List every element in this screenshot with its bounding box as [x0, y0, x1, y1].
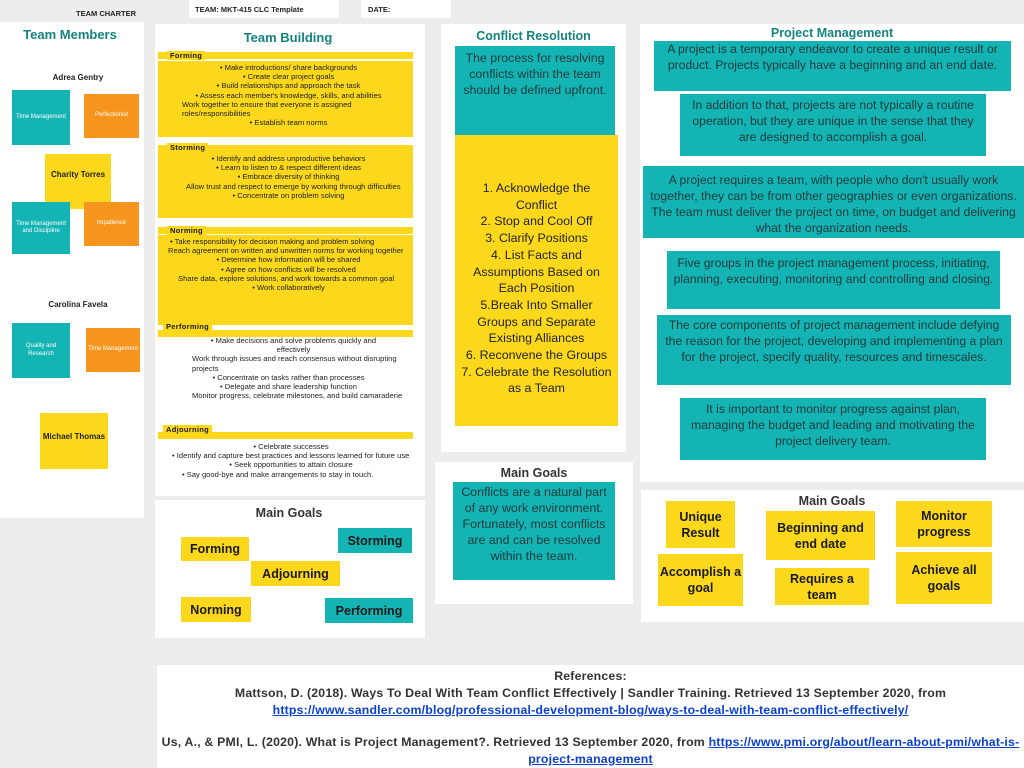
conflict-step-4: 4. List Facts and Assumptions Based on Each Position [473, 247, 600, 296]
conflict-goals-box: Conflicts are a natural part of any work environment. Fortunately, most conflicts are and can be resolved within the team. [453, 482, 615, 580]
forming-label: Forming [167, 51, 205, 60]
references-heading: References: [554, 669, 627, 683]
references-panel [157, 665, 1024, 768]
forming-list: • Make introductions/ share backgrounds • Create clear project goals • Build relationships and approach the task • Assess each member's knowledge, skills, and abilities Work together to ensure that everyone is assigned roles/responsibilities • Establish team norms [158, 61, 413, 137]
tb-goal-norming: Norming [181, 597, 251, 622]
storming-label: Storming [167, 143, 208, 152]
conflict-resolution-panel [441, 24, 626, 452]
reference-2-link[interactable]: https://www.pmi.org/about/learn-about-pmi/what-is-project-management [528, 735, 1020, 766]
conflict-step-6: 6. Reconvene the Groups [465, 348, 608, 363]
pm-goal-requires-team: Requires a team [775, 568, 869, 605]
team-field[interactable] [189, 0, 339, 18]
conflict-step-1: 1. Acknowledge the Conflict [482, 181, 591, 212]
tb-goal-performing: Performing [325, 598, 413, 623]
project-management-panel [640, 24, 1024, 482]
tb-goal-storming: Storming [338, 528, 412, 553]
conflict-steps-box [455, 135, 618, 426]
pm-goal-achieve-all: Achieve all goals [896, 552, 992, 604]
member-2-note [45, 154, 111, 209]
reference-2-text: Us, A., & PMI, L. (2020). What is Project Management?. Retrieved 13 September 2020, from [161, 735, 705, 749]
reference-1 [157, 685, 1024, 719]
adjourning-label: Adjourning [163, 425, 212, 434]
team-label: TEAM: MKT-415 CLC Template [195, 5, 304, 14]
date-label: DATE: [368, 5, 391, 14]
member-2-tag-1: Time Management and Discipline [12, 202, 70, 254]
pm-box-4: Five groups in the project management process, initiating, planning, executing, monitoring and controlling and closing. [667, 251, 1000, 309]
member-name-2: Charity Torres [50, 170, 106, 179]
conflict-step-7: 7. Celebrate the Resolution as a Team [461, 364, 612, 396]
tb-goal-adjourning: Adjourning [251, 561, 340, 586]
pm-goal-beginning-end: Beginning and end date [766, 511, 875, 560]
conflict-goals-heading: Main Goals [500, 466, 568, 480]
pm-box-2: In addition to that, projects are not typically a routine operation, but they are unique in the sense that they are designed to accomplish a goal. [680, 94, 986, 156]
pm-box-5: The core components of project management include defying the reason for the project, developing and implementing a plan for the project, specify quality, resources and timescales. [657, 315, 1011, 385]
adjourning-list: • Celebrate successes • Identify and capture best practices and lessons learned for future use • Seek opportunities to attain closure • Say good-bye and make arrangements to stay in touch. [172, 442, 410, 479]
pm-box-3: A project requires a team, with people who don't usually work together, they can be from other geographies or even organizations. The team must deliver the project on time, on budget and delivering what the organization needs. [643, 166, 1024, 238]
storming-list: • Identify and address unproductive behaviors • Learn to listen to & respect different ideas • Embrace diversity of thinking Allow trust and respect to emerge by working through difficulties • Concentrate on problem solving [158, 152, 413, 218]
conflict-heading: Conflict Resolution [476, 29, 591, 43]
reference-1-text: Mattson, D. (2018). Ways To Deal With Team Conflict Effectively | Sandler Training. Retrieved 13 September 2020, from [234, 686, 947, 700]
pm-goals-heading: Main Goals [798, 494, 866, 508]
reference-1-link[interactable]: https://www.sandler.com/blog/professional-development-blog/ways-to-deal-with-team-conflict-effectively/ [272, 703, 909, 717]
pm-goal-monitor-progress: Monitor progress [896, 501, 992, 547]
member-name-3: Carolina Favela [48, 300, 108, 309]
norming-list: • Take responsibility for decision making and problem solving Reach agreement on written and unwritten norms for working together • Determine how information will be shared • Agree on how conflicts will be resolved Share data, explore solutions, and work towards a common goal • Work collaboratively [158, 235, 413, 325]
pm-heading: Project Management [770, 26, 894, 40]
conflict-goals-panel [435, 462, 633, 604]
team-members-panel [0, 22, 144, 518]
pm-box-1: A project is a temporary endeavor to create a unique result or product. Projects typically have a beginning and an end date. [654, 41, 1011, 91]
member-name-1: Adrea Gentry [52, 73, 104, 82]
conflict-step-2: 2. Stop and Cool Off [480, 214, 593, 229]
team-building-goals-panel [155, 500, 425, 638]
pm-goal-unique-result: Unique Result [666, 501, 735, 548]
team-building-panel [155, 24, 425, 496]
norming-label: Norming [167, 226, 206, 235]
conflict-step-3: 3. Clarify Positions [485, 231, 588, 246]
tb-goal-forming: Forming [181, 537, 249, 561]
reference-2 [157, 734, 1024, 768]
performing-label: Performing [163, 322, 212, 331]
team-members-heading: Team Members [23, 27, 117, 42]
pm-goals-panel [641, 490, 1024, 622]
member-3-tag-2: Time Management [86, 328, 140, 372]
member-name-4: Michael Thomas [42, 432, 106, 441]
pm-box-6: It is important to monitor progress against plan, managing the budget and leading and motivating the project delivery team. [680, 398, 986, 460]
member-3-tag-1: Quality and Research [12, 323, 70, 378]
date-field[interactable] [361, 0, 451, 18]
conflict-intro-box: The process for resolving conflicts within the team should be defined upfront. [455, 46, 615, 142]
performing-list: • Make decisions and solve problems quickly and effectively Work through issues and reach consensus without disrupting projects • Concentrate on tasks rather than processes • Delegate and share leadership function Monitor progress, celebrate milestones, and build camaraderie [192, 336, 403, 401]
member-1-tag-2: Perfectionist [84, 94, 139, 138]
member-2-tag-2: Impatience [84, 202, 139, 246]
conflict-step-5: 5.Break Into Smaller Groups and Separate Existing Alliances [477, 297, 596, 346]
tb-goals-heading: Main Goals [255, 506, 323, 520]
pm-goal-accomplish: Accomplish a goal [658, 554, 743, 606]
team-building-heading: Team Building [243, 30, 333, 45]
charter-title: TEAM CHARTER [76, 9, 136, 18]
member-1-tag-1: Time Management [12, 90, 70, 145]
